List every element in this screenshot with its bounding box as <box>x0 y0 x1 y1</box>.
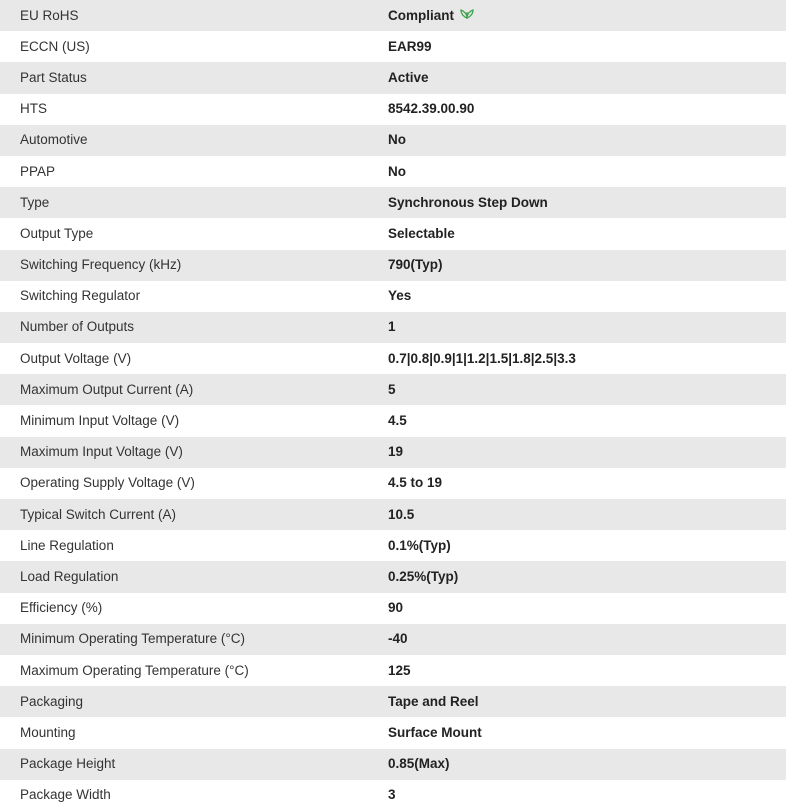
spec-value: EAR99 <box>388 38 432 54</box>
spec-row-typical-switch-current <box>0 499 786 530</box>
spec-row-min-input-voltage <box>0 405 786 436</box>
spec-label: Switching Regulator <box>20 288 141 304</box>
spec-row-number-of-outputs <box>0 312 786 343</box>
spec-row-package-height <box>0 749 786 780</box>
spec-row-line-regulation <box>0 530 786 561</box>
spec-value: 0.25%(Typ) <box>388 568 459 584</box>
spec-value: 10.5 <box>388 506 415 522</box>
spec-row-packaging <box>0 686 786 717</box>
spec-value: 90 <box>388 600 404 616</box>
spec-label: Switching Frequency (kHz) <box>20 257 182 273</box>
spec-value: 8542.39.00.90 <box>388 101 475 117</box>
spec-value: Yes <box>388 288 412 304</box>
spec-row-automotive <box>0 125 786 156</box>
spec-label: Type <box>20 194 50 210</box>
spec-value: Tape and Reel <box>388 693 479 709</box>
spec-value: Active <box>388 69 429 85</box>
spec-label: Number of Outputs <box>20 319 135 335</box>
spec-value: Compliant <box>388 7 454 23</box>
spec-row-load-regulation <box>0 561 786 592</box>
spec-value-cell <box>388 0 786 31</box>
spec-value: Synchronous Step Down <box>388 194 548 210</box>
spec-row-output-type <box>0 218 786 249</box>
spec-value: 3 <box>388 787 396 803</box>
spec-row-eu-rohs <box>0 0 786 31</box>
spec-label: PPAP <box>20 163 56 179</box>
spec-value: 0.85(Max) <box>388 756 450 772</box>
spec-row-ppap <box>0 156 786 187</box>
spec-value: -40 <box>388 631 408 647</box>
spec-label: Packaging <box>20 693 84 709</box>
spec-value: 0.7|0.8|0.9|1|1.2|1.5|1.8|2.5|3.3 <box>388 350 576 366</box>
spec-label: Line Regulation <box>20 537 114 553</box>
spec-value: 19 <box>388 444 404 460</box>
spec-label: Operating Supply Voltage (V) <box>20 475 195 491</box>
spec-label: Automotive <box>20 132 88 148</box>
spec-row-max-output-current <box>0 374 786 405</box>
spec-value: Surface Mount <box>388 724 482 740</box>
spec-row-efficiency <box>0 593 786 624</box>
leaf-icon <box>460 7 474 23</box>
spec-label: Minimum Operating Temperature (°C) <box>20 631 245 647</box>
spec-label: Typical Switch Current (A) <box>20 506 177 522</box>
spec-label: Load Regulation <box>20 568 119 584</box>
spec-label: Maximum Input Voltage (V) <box>20 444 183 460</box>
spec-label: Maximum Operating Temperature (°C) <box>20 662 249 678</box>
spec-label: Package Width <box>20 787 111 803</box>
spec-row-switching-regulator <box>0 281 786 312</box>
spec-label: Minimum Input Voltage (V) <box>20 413 180 429</box>
spec-label: EU RoHS <box>20 7 79 23</box>
spec-row-max-operating-temperature <box>0 655 786 686</box>
spec-label: Part Status <box>20 69 87 85</box>
spec-label: Output Type <box>20 225 94 241</box>
spec-value: 4.5 <box>388 413 407 429</box>
spec-row-output-voltage <box>0 343 786 374</box>
spec-row-operating-supply-voltage <box>0 468 786 499</box>
spec-row-type <box>0 187 786 218</box>
spec-value: No <box>388 132 406 148</box>
spec-label: HTS <box>20 101 47 117</box>
spec-label: Mounting <box>20 724 76 740</box>
spec-row-max-input-voltage <box>0 437 786 468</box>
spec-row-switching-frequency <box>0 250 786 281</box>
spec-value: 5 <box>388 381 396 397</box>
spec-label: Efficiency (%) <box>20 600 103 616</box>
spec-value: No <box>388 163 406 179</box>
spec-row-mounting <box>0 717 786 748</box>
spec-value: 125 <box>388 662 411 678</box>
spec-value: 1 <box>388 319 396 335</box>
spec-value: 790(Typ) <box>388 257 443 273</box>
spec-row-hts <box>0 94 786 125</box>
spec-label: Maximum Output Current (A) <box>20 381 194 397</box>
spec-label: Output Voltage (V) <box>20 350 132 366</box>
spec-label: Package Height <box>20 756 116 772</box>
spec-row-eccn <box>0 31 786 62</box>
spec-row-part-status <box>0 62 786 93</box>
spec-row-min-operating-temperature <box>0 624 786 655</box>
spec-value: 0.1%(Typ) <box>388 537 451 553</box>
spec-value: Selectable <box>388 225 455 241</box>
spec-value: 4.5 to 19 <box>388 475 443 491</box>
spec-label: ECCN (US) <box>20 38 90 54</box>
spec-row-package-width <box>0 780 786 809</box>
